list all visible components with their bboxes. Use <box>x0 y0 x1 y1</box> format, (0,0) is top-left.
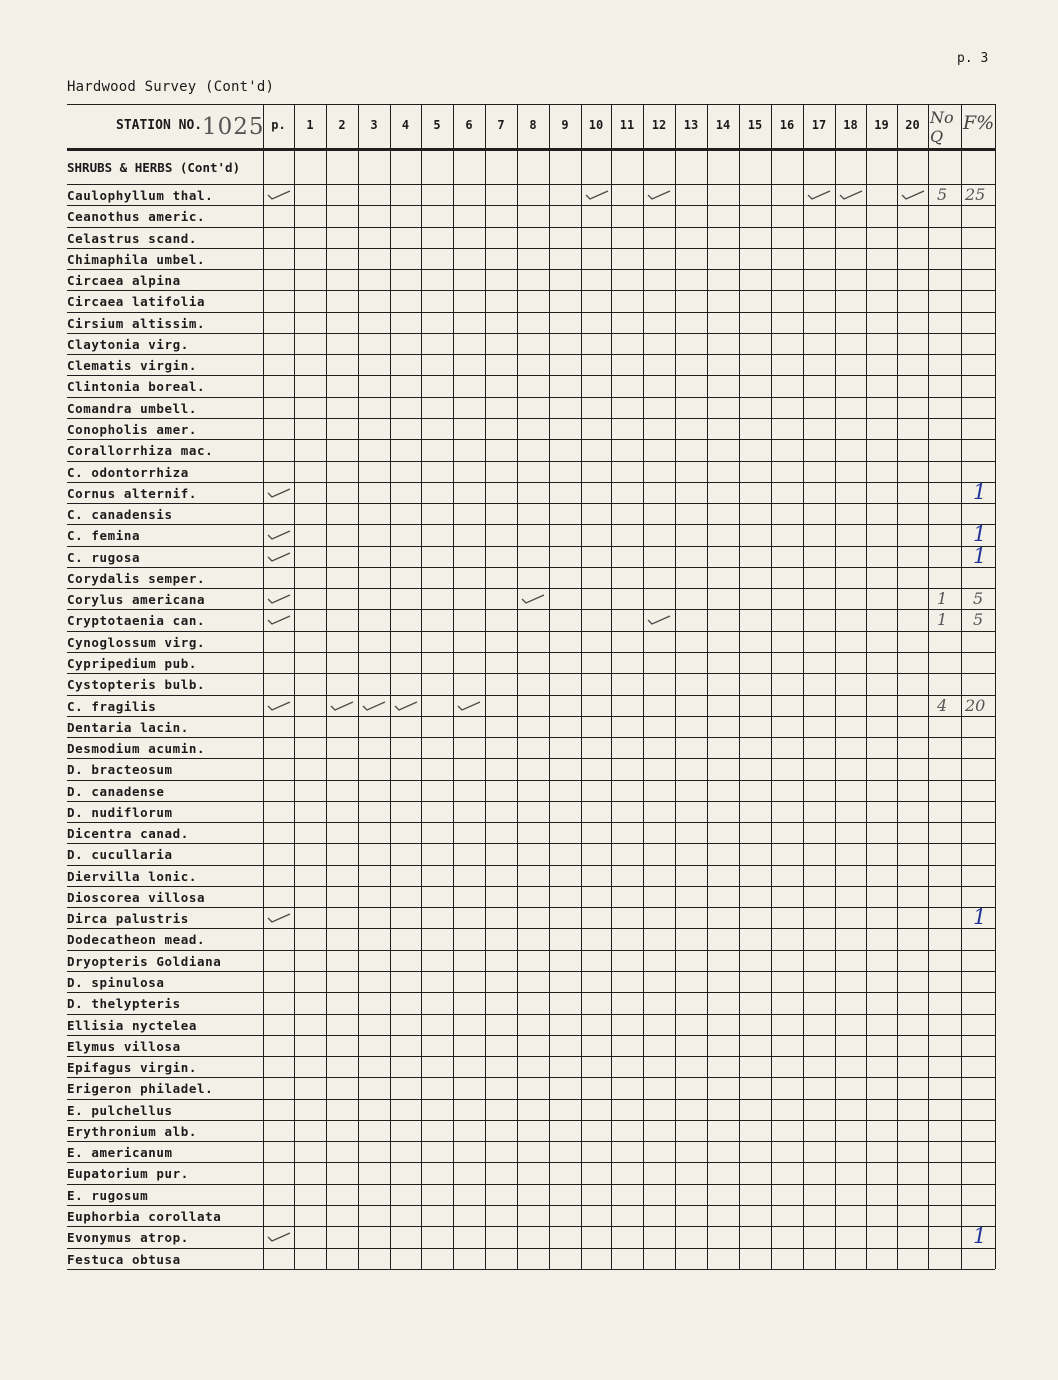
row-rule <box>67 524 995 525</box>
species-name: Eupatorium pur. <box>67 1166 189 1182</box>
species-name: Chimaphila umbel. <box>67 251 206 267</box>
species-name: D. thelypteris <box>67 996 181 1012</box>
row-rule <box>67 1035 995 1036</box>
column-header-p: p. <box>271 118 286 132</box>
check-mark-icon <box>266 698 292 717</box>
row-rule <box>67 439 995 440</box>
species-name: D. cucullaria <box>67 847 173 863</box>
species-name: Corallorrhiza mac. <box>67 443 214 459</box>
species-name: D. bracteosum <box>67 762 173 778</box>
check-mark-icon <box>806 187 832 206</box>
species-name: Dodecatheon mead. <box>67 932 206 948</box>
page-number: p. 3 <box>957 51 989 66</box>
column-rule <box>611 104 612 1269</box>
check-mark-icon <box>393 698 419 717</box>
species-name: D. spinulosa <box>67 975 165 990</box>
row-rule <box>67 1077 995 1078</box>
column-header-12: 12 <box>651 118 667 132</box>
row-rule <box>67 631 995 632</box>
check-mark-icon <box>520 591 546 610</box>
column-header-5: 5 <box>433 118 441 132</box>
row-rule <box>67 737 995 738</box>
species-name: Cynoglossum virg. <box>67 634 206 650</box>
check-mark-icon <box>266 485 292 504</box>
species-name: Dentaria lacin. <box>67 719 189 735</box>
row-rule <box>67 780 995 781</box>
column-header-16: 16 <box>779 118 795 132</box>
check-mark-icon <box>266 549 292 568</box>
column-rule <box>517 104 518 1269</box>
grid-top-rule-left <box>67 104 263 105</box>
column-rule <box>485 104 486 1269</box>
row-rule <box>67 482 995 483</box>
check-mark-icon <box>900 187 926 206</box>
row-rule <box>67 1014 995 1015</box>
no-quadrats-header: No Q <box>930 108 954 146</box>
column-header-20: 20 <box>905 118 920 132</box>
station-label: STATION NO. <box>116 118 203 133</box>
row-rule <box>67 950 995 951</box>
frequency-value: 1 <box>973 905 987 930</box>
column-header-9: 9 <box>561 118 569 132</box>
column-rule <box>294 104 295 1269</box>
row-rule <box>67 418 995 419</box>
no-quadrats-value: 4 <box>937 695 948 715</box>
species-name: Ellisia nyctelea <box>67 1017 198 1033</box>
species-name: Comandra umbell. <box>67 400 198 416</box>
species-name: D. canadense <box>67 783 165 799</box>
frequency-value: 25 <box>965 185 986 204</box>
column-rule <box>326 104 327 1269</box>
row-rule <box>67 822 995 823</box>
row-rule <box>67 567 995 568</box>
row-rule <box>67 1205 995 1206</box>
frequency-value: 1 <box>973 522 987 547</box>
species-name: Cryptotaenia can. <box>67 613 206 629</box>
row-rule <box>67 652 995 653</box>
row-rule <box>67 290 995 291</box>
species-name: Clematis virgin. <box>67 358 198 374</box>
frequency-value: 1 <box>973 543 987 568</box>
column-rule <box>866 104 867 1269</box>
check-mark-icon <box>266 527 292 546</box>
species-name: Dicentra canad. <box>67 826 189 842</box>
check-mark-icon <box>646 187 672 206</box>
check-mark-icon <box>361 698 387 717</box>
row-rule <box>67 1162 995 1163</box>
row-rule <box>67 758 995 759</box>
column-rule <box>803 104 804 1269</box>
row-rule <box>67 503 995 504</box>
check-mark-icon <box>266 910 292 929</box>
row-rule <box>67 716 995 717</box>
row-rule <box>67 1184 995 1185</box>
species-name: Epifagus virgin. <box>67 1060 198 1076</box>
species-name: Cystopteris bulb. <box>67 677 206 693</box>
species-name: Erigeron philadel. <box>67 1081 214 1097</box>
species-name: E. americanum <box>67 1145 173 1161</box>
column-header-1: 1 <box>306 118 314 132</box>
column-header-17: 17 <box>811 118 827 132</box>
row-rule <box>67 1141 995 1142</box>
row-rule <box>67 269 995 270</box>
row-rule <box>67 843 995 844</box>
column-header-4: 4 <box>401 118 410 132</box>
species-name: D. nudiflorum <box>67 804 173 820</box>
species-name: Evonymus atrop. <box>67 1230 189 1246</box>
row-rule <box>67 1269 995 1270</box>
species-name: C. canadensis <box>67 507 173 523</box>
species-name: Cypripedium pub. <box>67 655 198 671</box>
frequency-value: 20 <box>965 695 986 715</box>
no-quadrats-value: 1 <box>937 589 948 609</box>
row-rule <box>67 1120 995 1121</box>
species-name: Erythronium alb. <box>67 1123 198 1139</box>
row-rule <box>67 397 995 398</box>
check-mark-icon <box>456 698 482 717</box>
row-rule <box>67 695 995 696</box>
species-name: Dirca palustris <box>67 911 189 927</box>
column-rule <box>961 104 962 1269</box>
species-name: Elymus villosa <box>67 1038 181 1054</box>
column-rule <box>263 104 264 1269</box>
species-name: Caulophyllum thal. <box>67 188 214 203</box>
row-rule <box>67 1099 995 1100</box>
row-rule <box>67 312 995 313</box>
row-rule <box>67 227 995 228</box>
column-rule <box>421 104 422 1269</box>
column-rule <box>581 104 582 1269</box>
column-header-3: 3 <box>370 118 378 132</box>
column-rule <box>897 104 898 1269</box>
check-mark-icon <box>266 1229 292 1248</box>
row-rule <box>67 992 995 993</box>
frequency-header: F% <box>963 112 995 134</box>
column-header-11: 11 <box>619 118 635 132</box>
species-name: E. rugosum <box>67 1187 149 1203</box>
column-rule <box>771 104 772 1269</box>
check-mark-icon <box>646 612 672 631</box>
row-rule <box>67 248 995 249</box>
no-quadrats-value: 5 <box>937 185 948 204</box>
check-mark-icon <box>266 612 292 631</box>
frequency-value: 1 <box>973 1224 987 1249</box>
no-quadrats-value: 1 <box>937 610 948 630</box>
species-name: Circaea alpina <box>67 273 181 289</box>
species-name: Desmodium acumin. <box>67 741 206 756</box>
column-header-19: 19 <box>874 118 889 132</box>
species-name: Ceanothus americ. <box>67 209 206 225</box>
column-rule <box>549 104 550 1269</box>
check-mark-icon <box>266 187 292 206</box>
column-rule <box>453 104 454 1269</box>
section-heading: SHRUBS & HERBS (Cont'd) <box>67 160 241 175</box>
species-name: C. rugosa <box>67 549 141 565</box>
row-rule <box>67 1056 995 1057</box>
species-name: E. pulchellus <box>67 1102 173 1118</box>
row-rule <box>67 1248 995 1249</box>
station-number: 1025 <box>202 114 265 140</box>
column-header-10: 10 <box>588 118 604 132</box>
species-name: Corydalis semper. <box>67 570 206 586</box>
grid-top-rule <box>263 104 995 105</box>
row-rule <box>67 354 995 355</box>
survey-title: Hardwood Survey (Cont'd) <box>67 79 275 95</box>
species-name: Dioscorea villosa <box>67 889 206 905</box>
row-rule <box>67 886 995 887</box>
species-name: Euphorbia corollata <box>67 1209 222 1224</box>
column-header-6: 6 <box>465 118 473 132</box>
column-rule <box>358 104 359 1269</box>
column-header-15: 15 <box>747 118 763 132</box>
frequency-value: 5 <box>973 589 984 609</box>
frequency-value: 5 <box>973 610 984 630</box>
row-rule <box>67 1226 995 1227</box>
row-rule <box>67 375 995 376</box>
column-rule <box>995 104 996 1269</box>
header-double-rule <box>67 148 995 151</box>
column-rule <box>835 104 836 1269</box>
species-name: Conopholis amer. <box>67 422 198 437</box>
species-name: Corylus americana <box>67 592 206 608</box>
column-rule <box>643 104 644 1269</box>
species-name: Clintonia boreal. <box>67 379 206 395</box>
row-rule <box>67 971 995 972</box>
column-rule <box>675 104 676 1269</box>
column-rule <box>707 104 708 1269</box>
check-mark-icon <box>329 698 355 717</box>
column-rule <box>390 104 391 1269</box>
column-header-18: 18 <box>843 118 858 132</box>
species-name: Claytonia virg. <box>67 336 189 352</box>
species-name: Celastrus scand. <box>67 230 198 246</box>
row-rule <box>67 333 995 334</box>
species-name: Diervilla lonic. <box>67 868 198 884</box>
check-mark-icon <box>584 187 610 206</box>
species-name: C. fragilis <box>67 698 157 714</box>
row-rule <box>67 907 995 908</box>
row-rule <box>67 546 995 547</box>
species-name: Cornus alternif. <box>67 485 198 501</box>
species-name: Festuca obtusa <box>67 1251 181 1267</box>
row-rule <box>67 673 995 674</box>
row-rule <box>67 461 995 462</box>
row-rule <box>67 801 995 802</box>
species-name: Dryopteris Goldiana <box>67 953 222 969</box>
column-rule <box>928 104 929 1269</box>
species-name: C. odontorrhiza <box>67 464 189 480</box>
check-mark-icon <box>838 187 864 206</box>
column-header-8: 8 <box>529 118 537 132</box>
row-rule <box>67 928 995 929</box>
species-name: Circaea latifolia <box>67 294 206 310</box>
row-rule <box>67 588 995 589</box>
species-name: Cirsium altissim. <box>67 315 206 331</box>
check-mark-icon <box>266 591 292 610</box>
column-header-14: 14 <box>715 118 731 132</box>
row-rule <box>67 184 995 185</box>
column-header-2: 2 <box>338 118 346 132</box>
row-rule <box>67 865 995 866</box>
column-header-13: 13 <box>683 118 699 132</box>
column-header-7: 7 <box>497 118 505 132</box>
column-rule <box>739 104 740 1269</box>
species-name: C. femina <box>67 528 141 544</box>
frequency-value: 1 <box>973 479 987 504</box>
